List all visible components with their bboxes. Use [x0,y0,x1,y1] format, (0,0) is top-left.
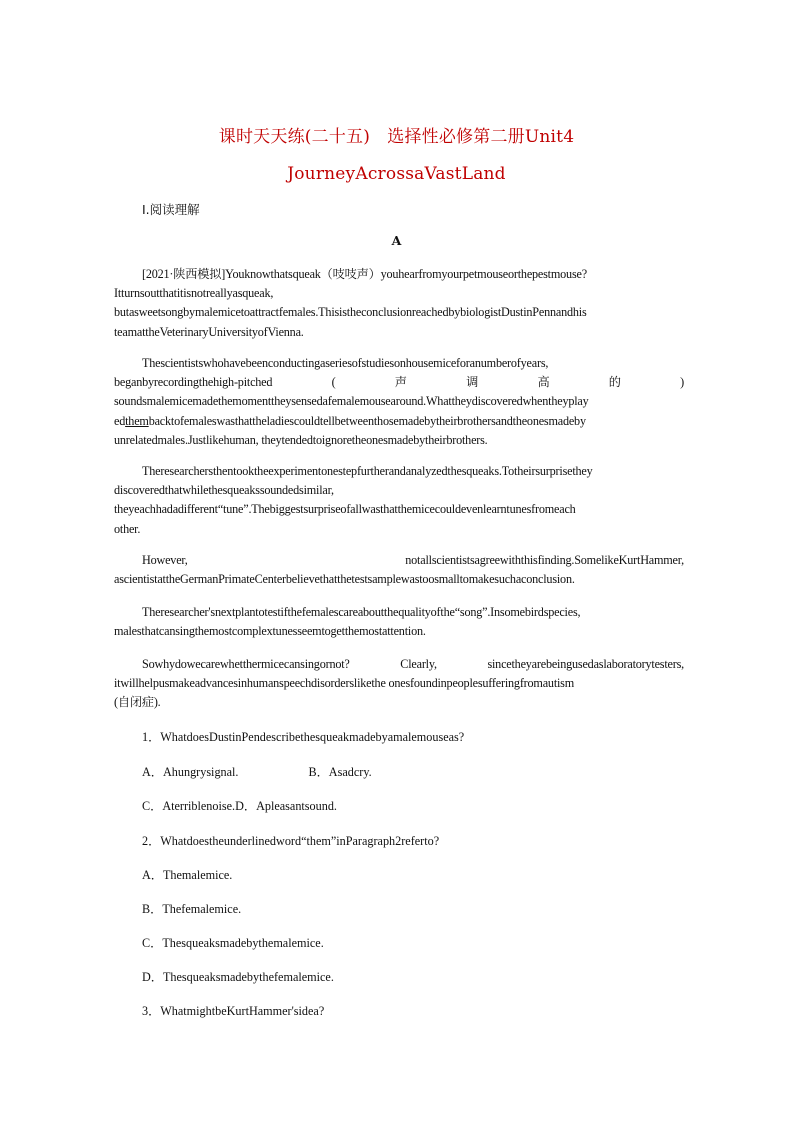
paragraph-line: malesthatcansingthemostcomplextunesseemtogetthemostattention. [114,624,426,639]
text-span: ) [680,375,684,390]
underlined-word: them [125,413,149,428]
option-b: B．Asadcry. [308,765,372,779]
paragraph-4 [114,551,684,589]
text-span: 高 [537,375,550,390]
paragraph-line: theyeachhadadifferent“tune”.Thebiggestsurpriseofallwasthatthemicecouldevenlearntunesfromeach [114,502,576,517]
paragraph-line: unrelatedmales.Justlikehuman, theytendedtoignoretheonesmadebytheirbrothers. [114,432,488,447]
question-2-stem: 2．Whatdoestheunderlinedword“them”inParagraph2referto? [142,834,440,848]
paragraph-line: Itturnsoutthatitisnotreallyasqueak, [114,286,274,301]
question-3-stem: 3．WhatmightbeKurtHammer'sidea? [142,1004,325,1018]
paragraph-line: Theresearchersthentooktheexperimentonestepfurtherandanalyzedthesqueaks.Totheirsurprisethey [142,464,593,478]
text-span: 的 [608,375,621,390]
page-title: 课时天天练(二十五) 选择性必修第二册Unit4 [218,127,575,147]
paragraph-1 [114,265,684,342]
text-span: notallscientistsagreewiththisfinding.SomelikeKurtHammer, [405,553,684,567]
paragraph-line: other. [114,521,141,536]
paragraph-line: discoveredthatwhilethesqueakssoundedsimilar, [114,483,334,498]
section-label: Ⅰ.阅读理解 [142,202,200,217]
question-1-stem: 1．WhatdoesDustinPendescribethesqueakmadebyamalemouseas? [142,730,465,744]
paragraph-line: ascientistattheGermanPrimateCenterbelievethatthetestsamplewastoosmalltomakesuchaconclusion. [114,572,575,587]
paragraph-line: [2021·陕西模拟]Youknowthatsqueak（吱吱声）youhearfromyourpetmouseorthepestmouse? [142,267,587,281]
paragraph-line [114,373,684,392]
paragraph-line [114,655,684,674]
paragraph-line [114,412,684,431]
text-span: ( [331,375,336,390]
text-span: 声 [394,375,407,390]
question-2-option-c: C．Thesqueaksmadebythemalemice. [142,936,324,950]
question-1-options-cd: C．Aterriblenoise.D．Apleasantsound. [142,799,337,813]
page-subtitle: JourneyAcrossaVastLand [287,164,506,184]
paragraph-line: soundsmalemicemadethemomenttheysensedafemalemousearound.Whattheydiscoveredwhentheyplay [114,394,589,409]
paragraph-line: teamattheVeterinaryUniversityofVienna. [114,324,304,339]
question-2-option-a: A．Themalemice. [142,868,233,882]
paragraph-line [114,551,684,570]
paragraph-2 [114,354,684,450]
text-span: However, [142,553,188,567]
text-span: beganbyrecordingthehigh-pitched [114,375,273,390]
paragraph-3 [114,462,684,539]
question-1-options-ab [142,763,372,780]
question-2-option-b: B．Thefemalemice. [142,902,242,916]
paragraph-6 [114,655,684,713]
paragraph-line: Thescientistswhohavebeenconductingaseriesofstudiesonhousemiceforanumberofyears, [142,356,549,370]
text-span: 调 [466,375,479,390]
text-span: Sowhydowecarewhetthermicecansingornot? [142,657,350,671]
paragraph-line: Theresearcher'snextplantotestifthefemalescareaboutthequalityofthe“song”.Insomebirdspecies, [142,605,581,619]
passage-label: A [391,233,402,248]
text-span: Clearly, [400,657,437,671]
paragraph-5 [114,603,684,641]
text-span: sincetheyarebeingusedaslaboratorytesters, [487,657,684,671]
text-span: ed [114,413,126,428]
paragraph-line: itwillhelpusmakeadvancesinhumanspeechdisorderslikethe onesfoundinpeoplesufferingfromautism [114,676,575,691]
option-a: A．Ahungrysignal. [142,765,239,779]
paragraph-line: butasweetsongbymalemicetoattractfemales.ThisistheconclusionreachedbybiologistDustinPennandhis [114,305,587,320]
paragraph-line: (自闭症). [114,695,161,710]
question-2-option-d: D．Thesqueaksmadebythefemalemice. [142,970,334,984]
text-span: backtofemaleswasthattheladiescouldtellbetweenthosemadebytheirbrothersandtheonesmadeby [148,413,586,428]
